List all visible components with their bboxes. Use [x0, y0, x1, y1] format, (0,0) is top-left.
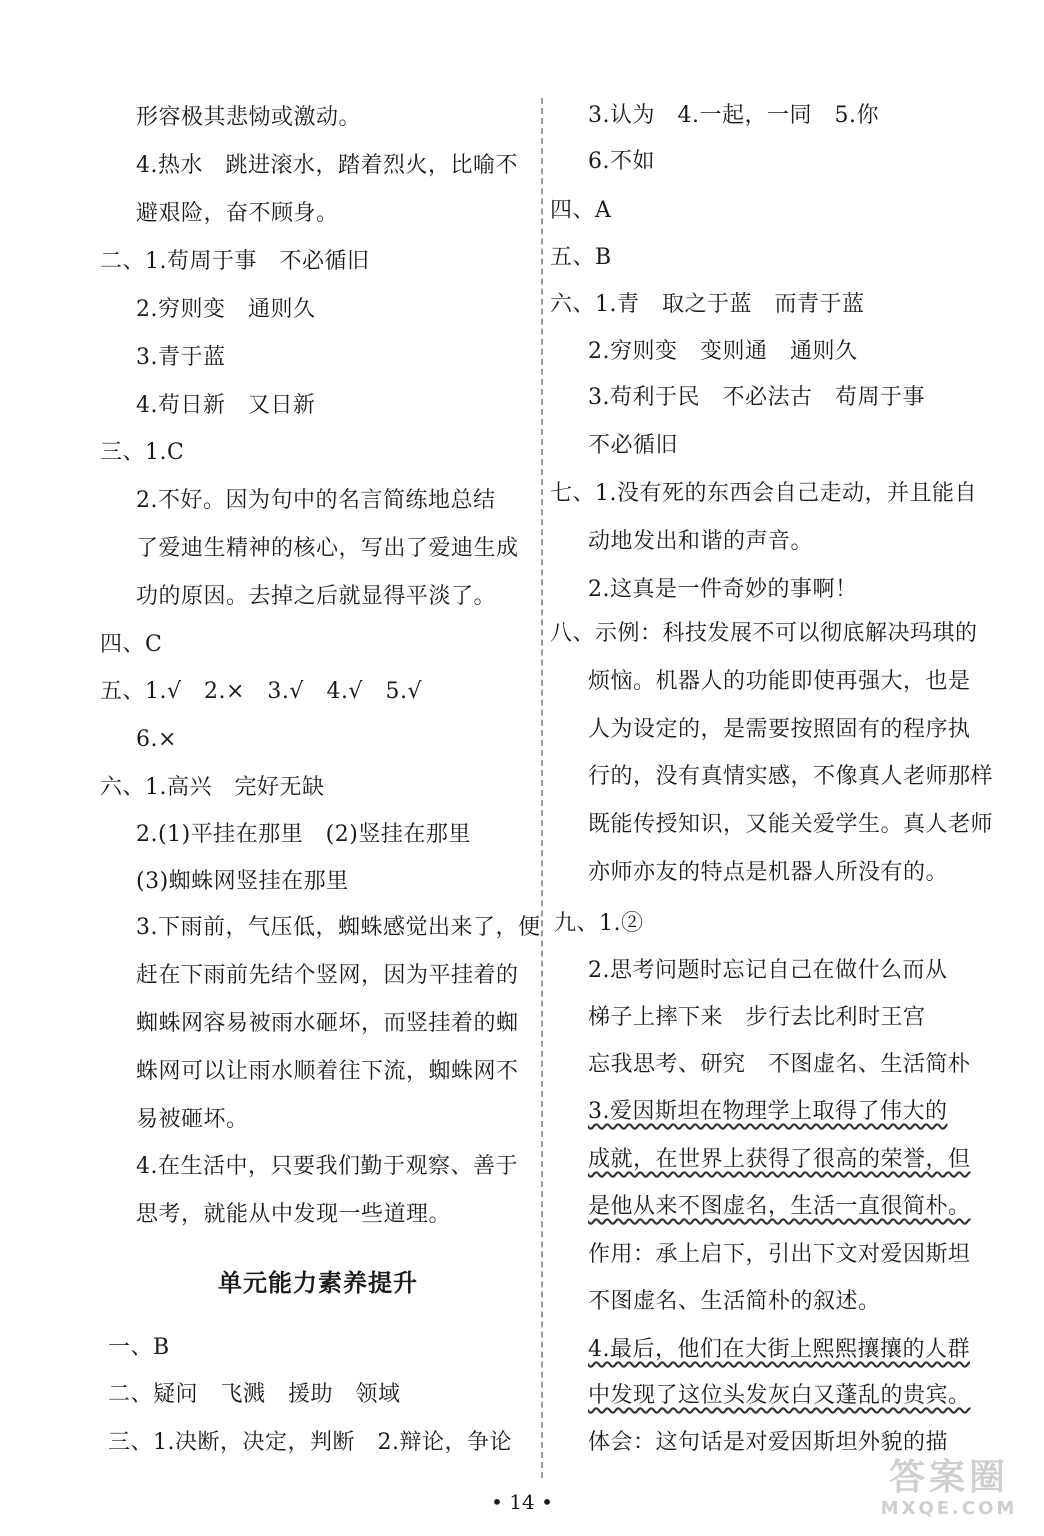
watermark-url: MXQE.COM [880, 1498, 1018, 1519]
text-line: 三、1.C [100, 440, 185, 465]
text-line: 4.苟日新 又日新 [136, 393, 316, 418]
text-line: 不图虚名、生活简朴的叙述。 [588, 1289, 881, 1314]
text-line: 三、1.决断，决定，判断 2.辩论，争论 [108, 1430, 512, 1455]
text-line: 亦师亦友的特点是机器人所没有的。 [588, 860, 949, 885]
text-line: 四、A [550, 198, 612, 223]
page-number: • 14 • [491, 1490, 553, 1514]
text-line: 五、B [550, 245, 612, 270]
text-line: 2.穷则变 变则通 通则久 [588, 339, 858, 364]
text-line: 八、示例：科技发展不可以彻底解决玛琪的 [550, 621, 978, 646]
text-line: 作用：承上启下，引出下文对爱因斯坦 [588, 1242, 971, 1267]
text-line: 六、1.高兴 完好无缺 [100, 775, 325, 800]
text-line: (3)蜘蛛网竖挂在那里 [136, 869, 349, 894]
text-line: 四、C [100, 632, 163, 657]
column-divider [541, 98, 543, 1478]
underlined-text-line: 是他从来不图虚名，生活一直很简朴。 [588, 1194, 971, 1219]
section-heading: 单元能力素养提升 [218, 1268, 418, 1297]
text-line: 赶在下雨前先结个竖网，因为平挂着的 [136, 963, 519, 988]
text-line: 2.不好。因为句中的名言简练地总结 [136, 488, 496, 513]
underlined-text-line: 成就，在世界上获得了很高的荣誉，但 [588, 1147, 971, 1172]
text-line: 忘我思考、研究 不图虚名、生活简朴 [588, 1052, 971, 1077]
text-line: 4.在生活中，只要我们勤于观察、善于 [136, 1154, 518, 1179]
text-line: 思考，就能从中发现一些道理。 [136, 1202, 452, 1227]
text-line: 3.苟利于民 不必法古 苟周于事 [588, 385, 925, 410]
text-line: 蛛网可以让雨水顺着往下流，蜘蛛网不 [136, 1059, 519, 1084]
underlined-text-line: 4.最后，他们在大街上熙熙攘攘的人群 [588, 1337, 970, 1362]
text-line: 体会：这句话是对爱因斯坦外貌的描 [588, 1430, 949, 1455]
text-line: 3.下雨前，气压低，蜘蛛感觉出来了，便 [136, 915, 541, 940]
text-line: 烦恼。机器人的功能即使再强大，也是 [588, 669, 971, 694]
text-line: 避艰险，奋不顾身。 [136, 201, 339, 226]
text-line: 蜘蛛网容易被雨水砸坏，而竖挂着的蜘 [136, 1011, 519, 1036]
text-line: 一、B [108, 1335, 170, 1360]
text-line: 3.认为 4.一起，一同 5.你 [588, 103, 879, 128]
text-line: 2.(1)平挂在那里 (2)竖挂在那里 [136, 822, 471, 847]
underlined-text-line: 中发现了这位头发灰白又蓬乱的贵宾。 [588, 1383, 971, 1408]
text-line: 2.穷则变 通则久 [136, 297, 316, 322]
text-line: 2.思考问题时忘记自己在做什么而从 [588, 958, 948, 983]
text-line: 不必循旧 [588, 433, 679, 458]
text-line: 九、1.② [554, 911, 644, 936]
text-line: 梯子上摔下来 步行去比利时王宫 [588, 1005, 926, 1030]
watermark-title: 答案圈 [888, 1457, 1009, 1498]
text-line: 形容极其悲恸或激动。 [136, 105, 362, 130]
text-line: 3.青于蓝 [136, 345, 226, 370]
text-line: 2.这真是一件奇妙的事啊！ [588, 577, 858, 602]
watermark-logo [864, 1458, 1034, 1528]
text-line: 二、疑问 飞溅 援助 领域 [108, 1382, 401, 1407]
text-line: 4.热水 跳进滚水，踏着烈火，比喻不 [136, 153, 518, 178]
text-line: 了爱迪生精神的核心，写出了爱迪生成 [136, 536, 519, 561]
text-line: 二、1.苟周于事 不必循旧 [100, 249, 370, 274]
text-line: 既能传授知识，又能关爱学生。真人老师 [588, 812, 994, 837]
text-line: 人为设定的，是需要按照固有的程序执 [588, 717, 971, 742]
text-line: 六、1.青 取之于蓝 而青于蓝 [550, 292, 865, 317]
text-line: 五、1.√ 2.× 3.√ 4.√ 5.√ [100, 679, 422, 704]
text-line: 动地发出和谐的声音。 [588, 529, 814, 554]
text-line: 行的，没有真情实感，不像真人老师那样 [588, 764, 994, 789]
text-line: 6.不如 [588, 149, 655, 174]
text-line: 七、1.没有死的东西会自己走动，并且能自 [550, 481, 977, 506]
text-line: 易被砸坏。 [136, 1107, 249, 1132]
text-line: 6.× [136, 727, 177, 752]
underlined-text-line: 3.爱因斯坦在物理学上取得了伟大的 [588, 1099, 948, 1124]
text-line: 功的原因。去掉之后就显得平淡了。 [136, 584, 497, 609]
